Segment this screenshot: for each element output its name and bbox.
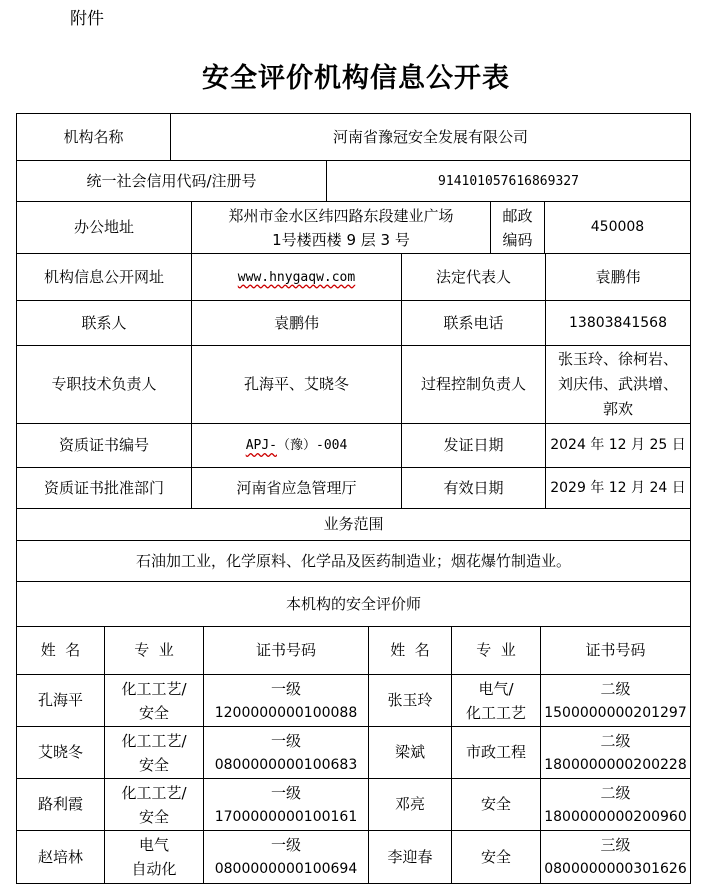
approval-dept-value: 河南省应急管理厅 [191,467,402,509]
cert-level: 三级 [600,836,631,854]
address-line-1: 郑州市金水区纬四路东段建业广场 [228,206,454,225]
assessor-major: 安全 [451,778,541,831]
credit-code-label: 统一社会信用代码/注册号 [16,160,327,202]
assessor-major [104,726,204,779]
valid-date-label: 有效日期 [401,467,546,509]
org-name-label: 机构名称 [16,113,171,161]
cert-level: 二级 [600,679,631,698]
cert-number: 0800000000100683 [214,756,358,773]
assessors-section-label: 本机构的安全评价师 [16,581,691,627]
process-line-2: 刘庆伟、武洪增、 [557,375,678,393]
process-line-1: 张玉玲、徐柯岩、 [557,350,678,368]
cert-level: 二级 [600,731,631,750]
scope-value: 石油加工业，化学原料、化学品及医药制造业；烟花爆竹制造业。 [16,540,691,582]
major-line-1: 化工工艺/ [121,783,187,802]
assessor-cert [540,778,691,831]
major-line-2: 自动化 [131,860,177,878]
assessor-name: 张玉玲 [368,674,452,727]
website-label: 机构信息公开网址 [16,253,192,301]
address-label: 办公地址 [16,201,192,254]
postal-label-line-2: 编码 [502,230,533,249]
address-value [191,201,491,254]
website-cell [191,253,402,301]
postal-code-label [490,201,545,254]
major-line-1: 化工工艺/ [121,731,187,750]
postal-code-value: 450008 [544,201,691,254]
tech-lead-label: 专职技术负责人 [16,345,192,424]
phone-label: 联系电话 [401,300,546,346]
cert-number: 0800000000301626 [544,861,687,877]
process-line-3: 郭欢 [602,400,633,418]
assessor-cert [203,778,369,831]
issue-date-label: 发证日期 [401,423,546,468]
header-cert-left: 证书号码 [203,626,369,675]
cert-no-value [191,423,402,468]
tech-lead-value: 孔海平、艾晓冬 [191,345,402,424]
cert-number: 1700000000100161 [214,808,358,825]
cert-no-rest: （豫）-004 [277,438,348,453]
assessor-name: 邓亮 [368,778,452,831]
assessor-cert [540,830,691,884]
major-line-2: 安全 [138,755,169,774]
major-line-1: 电气/ [478,679,514,698]
cert-number: 1200000000100088 [214,704,358,721]
assessor-major [104,674,204,727]
assessor-major [451,674,541,727]
header-name-right: 姓 名 [368,626,452,675]
cert-level: 一级 [270,679,301,698]
major-line-1: 电气 [138,836,169,854]
issue-date-value: 2024 年 12 月 25 日 [545,423,691,468]
scope-label: 业务范围 [16,508,691,541]
cert-number: 1800000000200228 [544,756,687,773]
assessor-cert [540,674,691,727]
assessor-name: 孔海平 [16,674,105,727]
assessor-name: 赵培林 [16,830,105,884]
cert-level: 一级 [270,731,301,750]
assessor-cert [203,726,369,779]
major-line-1: 化工工艺/ [121,679,187,698]
assessor-cert [203,674,369,727]
cert-number: 1500000000201297 [544,704,687,721]
header-major-right: 专 业 [451,626,541,675]
cert-number: 1800000000200960 [544,808,687,825]
assessor-major: 市政工程 [451,726,541,779]
assessor-name: 李迎春 [368,830,452,884]
cert-no-label: 资质证书编号 [16,423,192,468]
cert-number: 0800000000100694 [214,861,358,877]
page-title: 安全评价机构信息公开表 [202,63,510,94]
attachment-label: 附件 [70,9,104,29]
process-control-value [545,345,691,424]
cert-no-prefix: APJ- [245,438,277,453]
website-link[interactable]: www.hnygaqw.com [237,269,356,285]
assessor-name: 路利霞 [16,778,105,831]
cert-level: 一级 [270,836,301,854]
major-line-2: 安全 [138,807,169,826]
assessor-major: 安全 [451,830,541,884]
assessor-major [104,830,204,884]
phone-value: 13803841568 [545,300,691,346]
approval-dept-label: 资质证书批准部门 [16,467,192,509]
header-cert-right: 证书号码 [540,626,691,675]
contact-value: 袁鹏伟 [191,300,402,346]
major-line-2: 化工工艺 [465,703,526,722]
assessor-cert [203,830,369,884]
address-line-2: 1号楼西楼 9 层 3 号 [272,230,410,249]
assessor-cert [540,726,691,779]
assessor-major [104,778,204,831]
process-control-label: 过程控制负责人 [401,345,546,424]
contact-label: 联系人 [16,300,192,346]
credit-code-value: 914101057616869327 [326,160,691,202]
valid-date-value: 2029 年 12 月 24 日 [545,467,691,509]
major-line-2: 安全 [138,703,169,722]
header-major-left: 专 业 [104,626,204,675]
assessor-name: 梁斌 [368,726,452,779]
legal-rep-value: 袁鹏伟 [545,253,691,301]
assessor-name: 艾晓冬 [16,726,105,779]
legal-rep-label: 法定代表人 [401,253,546,301]
org-name-value: 河南省豫冠安全发展有限公司 [170,113,691,161]
cert-level: 一级 [270,783,301,802]
header-name-left: 姓 名 [16,626,105,675]
cert-level: 二级 [600,783,631,802]
postal-label-line-1: 邮政 [502,206,533,225]
